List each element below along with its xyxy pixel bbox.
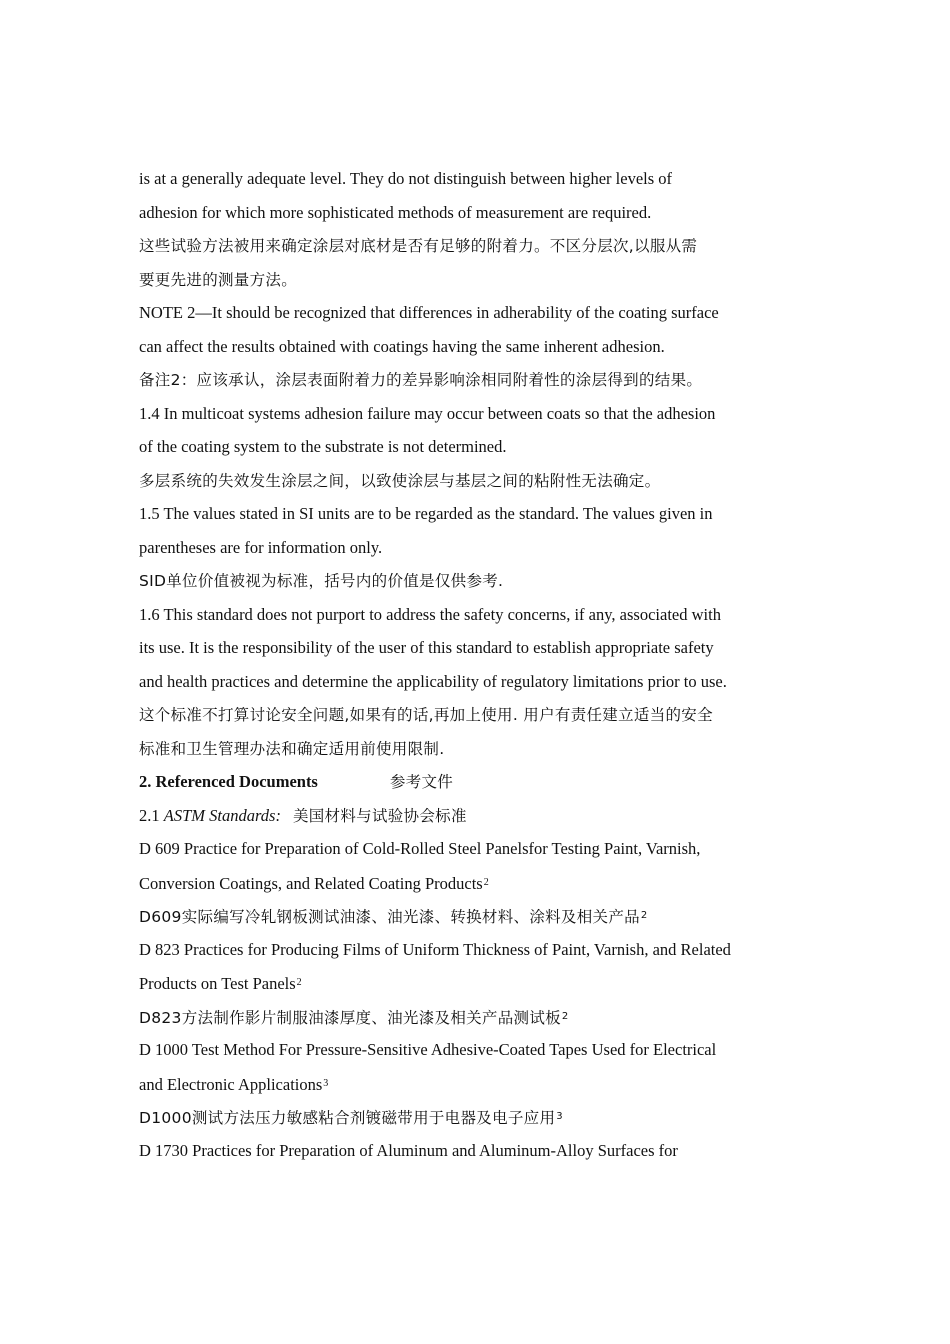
reference-text: Conversion Coatings, and Related Coating Products [139,873,483,893]
clause-line: its use. It is the responsibility of the user of this standard to establish appropriate safety [139,638,714,657]
section-heading-title: 2. Referenced Documents [139,772,318,791]
clause-line-zh: SID单位价值被视为标准，括号内的价值是仅供参考. [139,572,504,590]
reference-text: Products on Test Panels [139,974,296,993]
clause-line: of the coating system to the substrate is not determined. [139,437,507,456]
reference-text-zh: D609实际编写冷轧钢板测试油漆、油光漆、转换材料、涂料及相关产品 [139,908,640,926]
subsection-title-zh: 美国材料与试验协会标准 [292,806,467,825]
paragraph-line-zh: 要更先进的测量方法。 [139,270,298,289]
section-heading-zh: 参考文件 [389,773,454,791]
footnote-marker: 3 [556,1111,563,1122]
reference-line [139,1070,819,1104]
clause-line: and health practices and determine the applicability of regulatory limitations prior to use. [139,671,727,691]
note-line: NOTE 2—It should be recognized that differences in adherability of the coating surface [139,303,719,322]
footnote-marker: 2 [483,876,489,888]
note-line-zh: 备注2：应该承认，涂层表面附着力的差异影响涂相同附着性的涂层得到的结果。 [139,371,703,389]
document-page [139,165,819,1170]
subsection-heading [139,802,819,836]
clause-line: 1.4 In multicoat systems adhesion failure may occur between coats so that the adhesion [139,403,716,423]
reference-line-zh [139,902,819,936]
footnote-marker: 3 [323,1077,329,1089]
reference-line: D 823 Practices for Producing Films of Uniform Thickness of Paint, Varnish, and Related [139,939,731,959]
paragraph-line: adhesion for which more sophisticated methods of measurement are required. [139,202,652,222]
reference-text-zh: D1000测试方法压力敏感粘合剂镀磁带用于电器及电子应用 [139,1109,556,1127]
reference-line-zh [139,1103,819,1137]
reference-line [139,969,819,1003]
clause-line: 1.6 This standard does not purport to address the safety concerns, if any, associated with [139,604,721,624]
footnote-marker: 2 [561,1010,569,1022]
clause-line-zh: 多层系统的失效发生涂层之间，以致使涂层与基层之间的粘附性无法确定。 [139,471,661,490]
paragraph-line: is at a generally adequate level. They do not distinguish between higher levels of [139,169,673,188]
note-line: can affect the results obtained with coatings having the same inherent adhesion. [139,336,665,356]
reference-line: D 1000 Test Method For Pressure-Sensitive Adhesive-Coated Tapes Used for Electrical [139,1040,717,1059]
clause-line: parentheses are for information only. [139,537,383,557]
reference-line-zh [139,1003,819,1037]
reference-line: D 609 Practice for Preparation of Cold-Rolled Steel Panelsfor Testing Paint, Varnish, [139,839,701,858]
clause-line-zh: 这个标准不打算讨论安全问题,如果有的话,再加上使用. 用户有责任建立适当的安全 [139,706,713,724]
footnote-marker: 2 [296,977,302,988]
paragraph-line-zh: 这些试验方法被用来确定涂层对底材是否有足够的附着力。不区分层次,以服从需 [139,237,698,255]
footnote-marker: 2 [640,910,648,921]
subsection-title: ASTM Standards: [163,805,281,825]
reference-line: D 1730 Practices for Preparation of Aluminum and Aluminum-Alloy Surfaces for [139,1140,678,1160]
reference-text-zh: D823方法制作影片制服油漆厚度、油光漆及相关产品测试板 [139,1008,561,1027]
reference-text: and Electronic Applications [139,1074,323,1094]
subsection-number: 2.1 [139,805,164,825]
clause-line-zh: 标准和卫生管理办法和确定适用前使用限制. [139,739,445,758]
reference-line [139,869,819,903]
section-heading [139,768,819,802]
clause-line: 1.5 The values stated in SI units are to be regarded as the standard. The values given in [139,504,713,523]
